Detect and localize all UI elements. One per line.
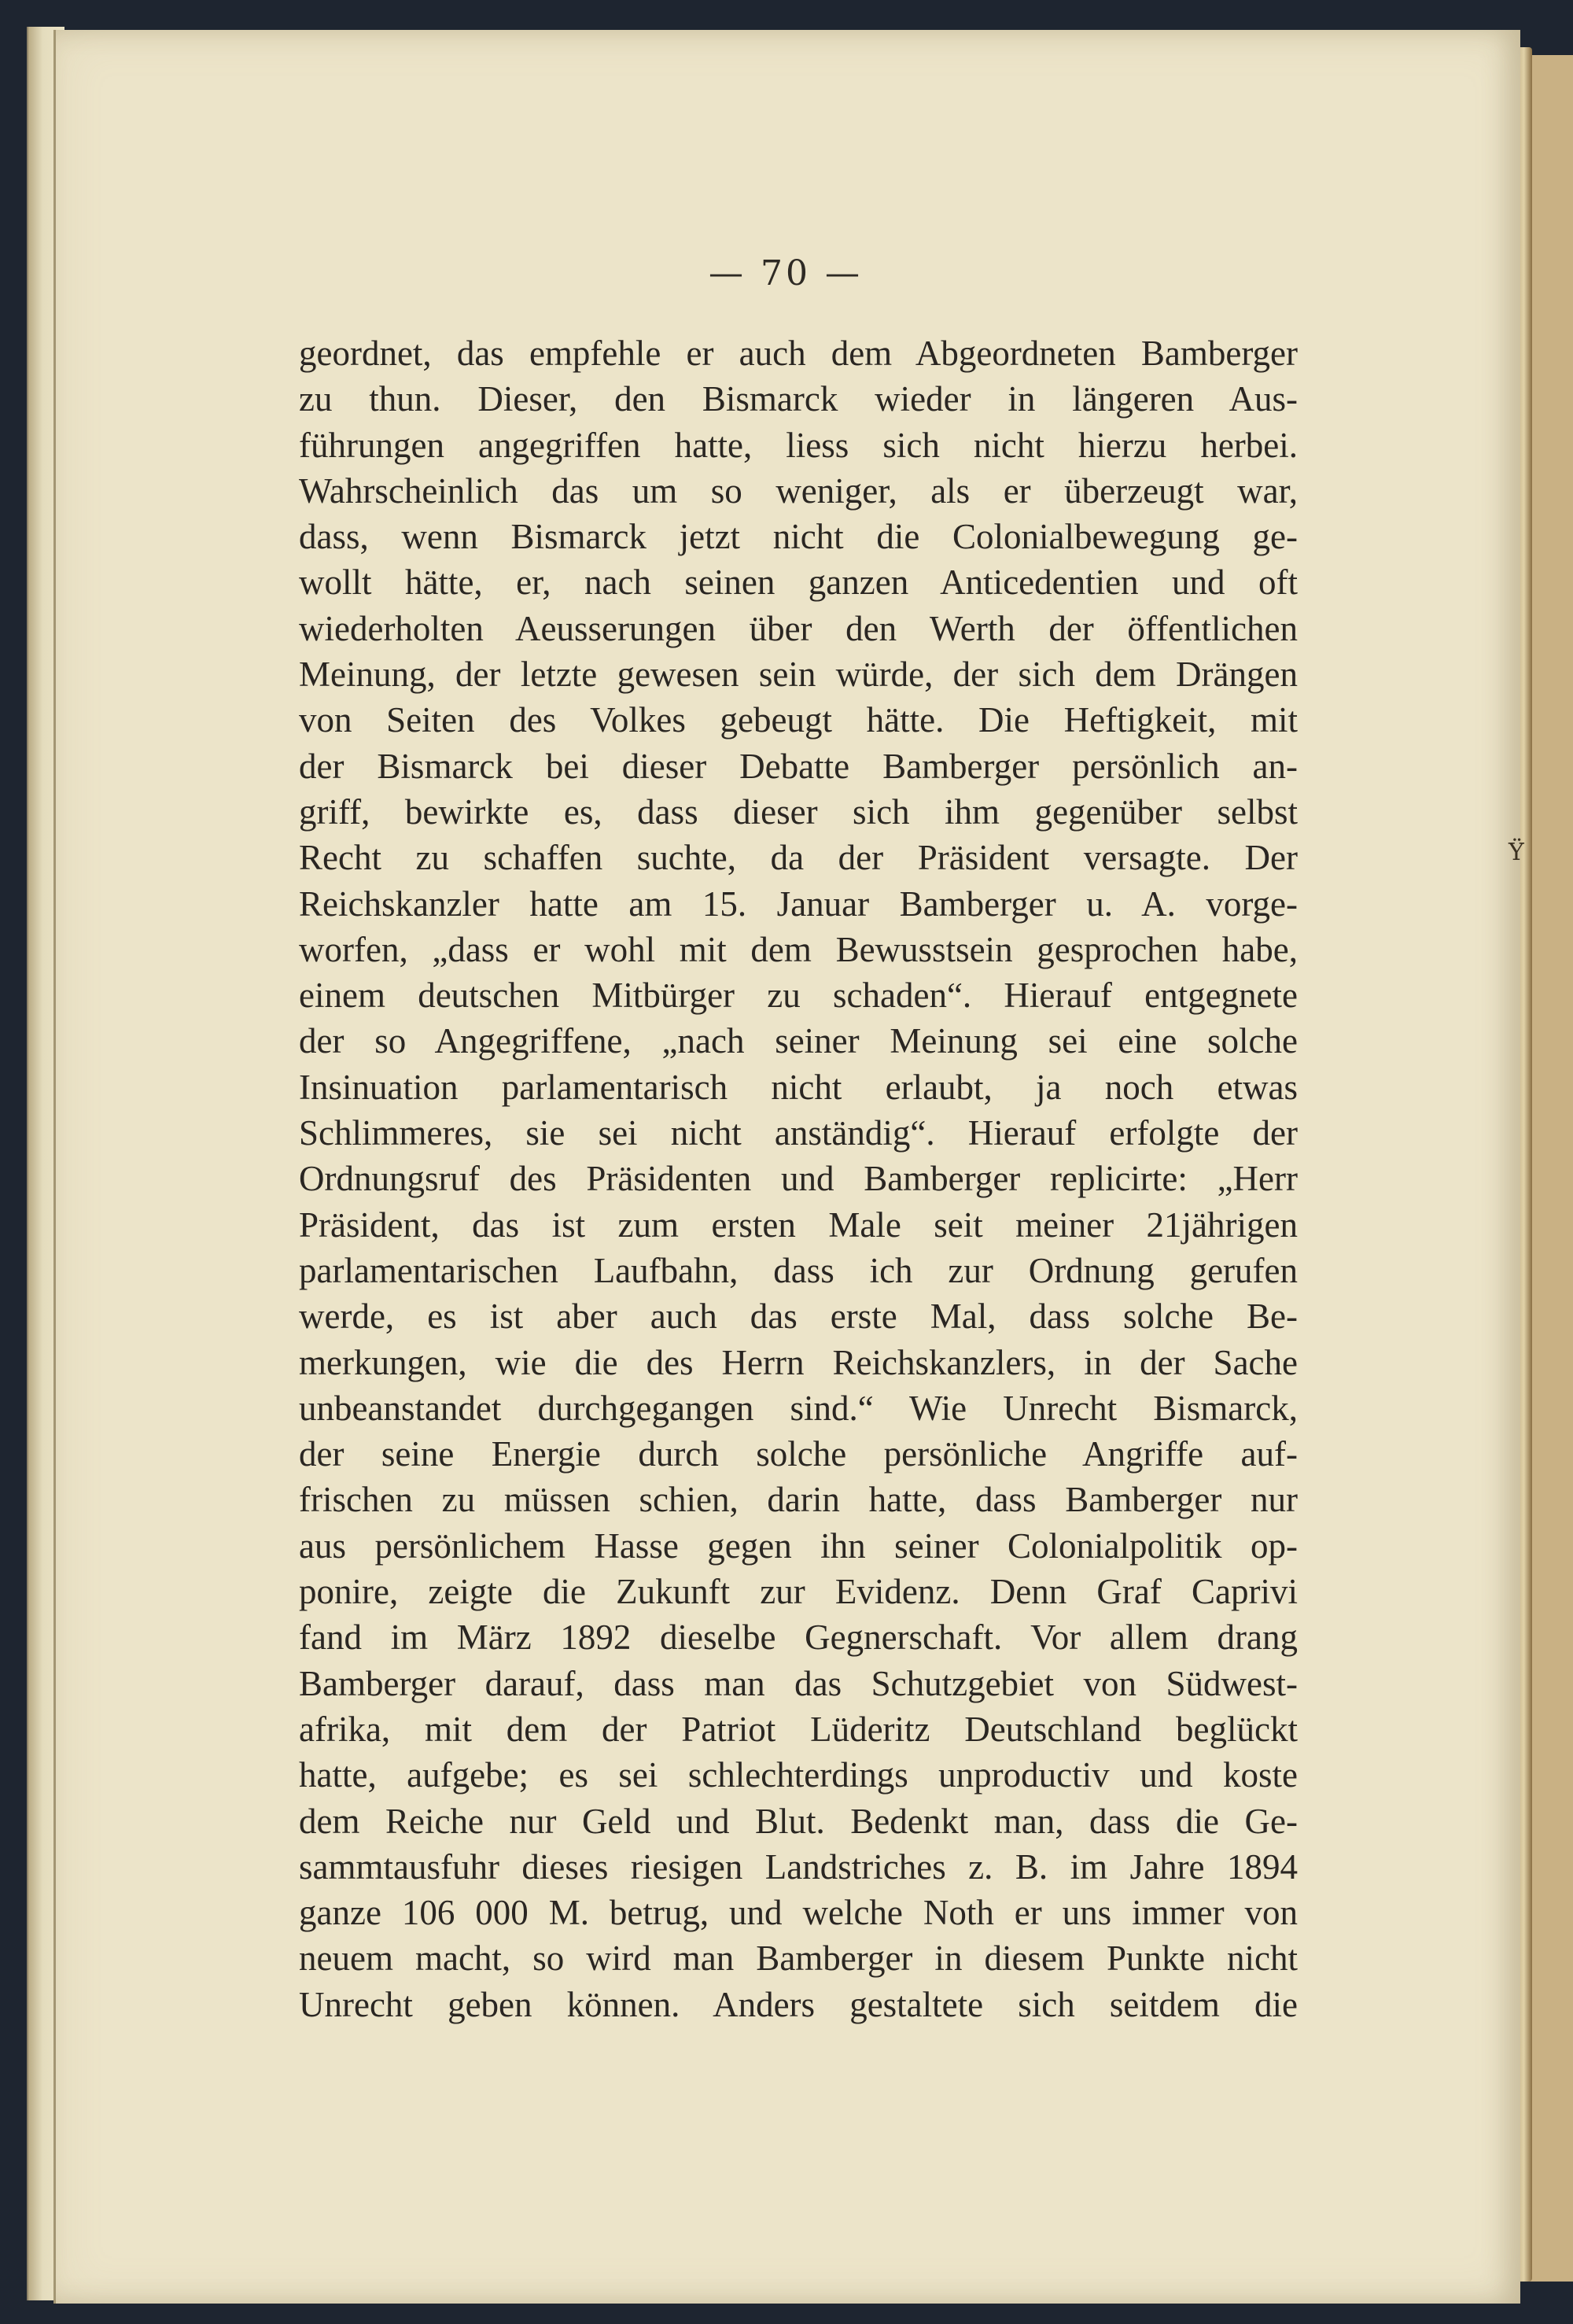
margin-mark: Ϋ (1509, 839, 1524, 866)
text-line: griff, bewirkte es, dass dieser sich ihm gegenüber selbst (299, 791, 1298, 832)
text-line: hatte, aufgebe; es sei schlechterdings unproductiv und koste (299, 1755, 1298, 1795)
text-line: geordnet, das empfehle er auch dem Abgeordneten Bamberger (299, 334, 1298, 373)
text-line: wiederholten Aeusserungen über den Werth der öffentlichen (299, 608, 1298, 648)
text-line: sammtausfuhr dieses riesigen Landstriches z. B. im Jahre 1894 (299, 1846, 1298, 1887)
text-line: der seine Energie durch solche persönliche Angriffe auf- (299, 1434, 1298, 1474)
text-line: Wahrscheinlich das um so weniger, als er überzeugt war, (299, 470, 1298, 511)
text-line: Meinung, der letzte gewesen sein würde, der sich dem Drängen (299, 655, 1298, 695)
text-line: zu thun. Dieser, den Bismarck wieder in längeren Aus- (299, 379, 1298, 419)
text-line: Reichskanzler hatte am 15. Januar Bamberger u. A. vorge- (299, 883, 1298, 924)
text-line: wollt hätte, er, nach seinen ganzen Anticedentien und oft (299, 563, 1298, 603)
text-line: fand im März 1892 dieselbe Gegnerschaft. Vor allem drang (299, 1618, 1298, 1658)
text-line: Schlimmeres, sie sei nicht anständig“. Hierauf erfolgte der (299, 1113, 1298, 1153)
text-line: unbeanstandet durchgegangen sind.“ Wie Unrecht Bismarck, (299, 1388, 1298, 1428)
text-line: der Bismarck bei dieser Debatte Bamberger persönlich an- (299, 746, 1298, 786)
text-line: aus persönlichem Hasse gegen ihn seiner Colonialpolitik op- (299, 1525, 1298, 1566)
text-line: Ordnungsruf des Präsidenten und Bamberger replicirte: „Herr (299, 1159, 1298, 1199)
body-text (299, 330, 1298, 2027)
text-line: Unrecht geben können. Anders gestaltete sich seitdem die (299, 1984, 1298, 2024)
text-line: merkungen, wie die des Herrn Reichskanzlers, in der Sache (299, 1342, 1298, 1382)
text-line: parlamentarischen Laufbahn, dass ich zur Ordnung gerufen (299, 1250, 1298, 1290)
text-line: worfen, „dass er wohl mit dem Bewusstsein gesprochen habe, (299, 929, 1298, 969)
text-line: dass, wenn Bismarck jetzt nicht die Colonialbewegung ge- (299, 517, 1298, 557)
text-line: Bamberger darauf, dass man das Schutzgebiet von Südwest- (299, 1663, 1298, 1703)
text-line: Recht zu schaffen suchte, da der Präsident versagte. Der (299, 838, 1298, 878)
text-line: der so Angegriffene, „nach seiner Meinung sei eine solche (299, 1021, 1298, 1061)
text-line: werde, es ist aber auch das erste Mal, dass solche Be- (299, 1297, 1298, 1337)
text-line: Insinuation parlamentarisch nicht erlaubt, ja noch etwas (299, 1067, 1298, 1107)
text-line: afrika, mit dem der Patriot Lüderitz Deutschland beglückt (299, 1709, 1298, 1749)
page-number: — 70 — (709, 253, 863, 293)
text-line: ponire, zeigte die Zukunft zur Evidenz. Denn Graf Caprivi (299, 1572, 1298, 1612)
text-line: führungen angegriffen hatte, liess sich nicht hierzu herbei. (299, 425, 1298, 465)
adjacent-page (1526, 55, 1573, 2282)
text-line: einem deutschen Mitbürger zu schaden“. Hierauf entgegnete (299, 976, 1298, 1016)
text-line: neuem macht, so wird man Bamberger in diesem Punkte nicht (299, 1939, 1298, 1979)
text-line: ganze 106 000 M. betrug, und welche Noth er uns immer von (299, 1893, 1298, 1933)
text-line: Präsident, das ist zum ersten Male seit meiner 21jährigen (299, 1204, 1298, 1245)
text-line: dem Reiche nur Geld und Blut. Bedenkt man, dass die Ge- (299, 1801, 1298, 1841)
text-line: von Seiten des Volkes gebeugt hätte. Die Heftigkeit, mit (299, 700, 1298, 740)
text-line: frischen zu müssen schien, darin hatte, dass Bamberger nur (299, 1480, 1298, 1520)
